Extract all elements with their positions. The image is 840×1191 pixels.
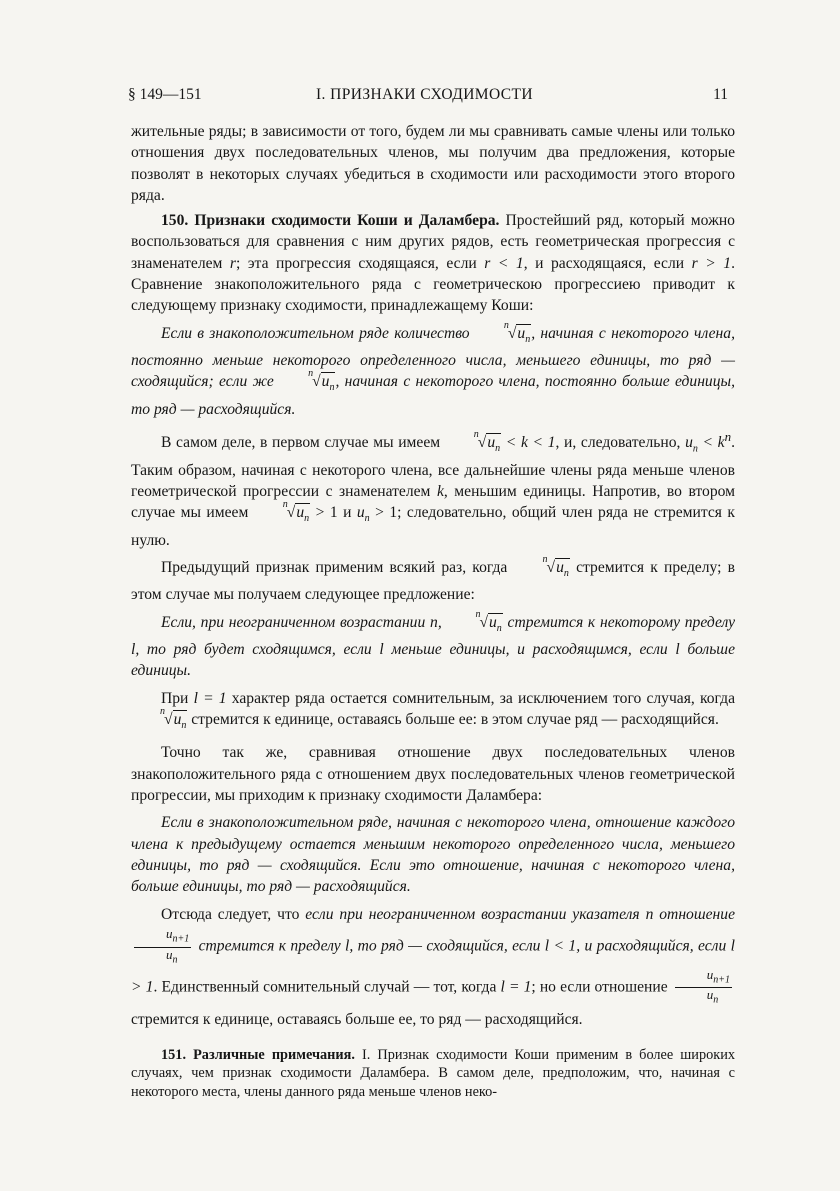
page-number: 11 bbox=[713, 86, 728, 103]
page-header bbox=[128, 86, 728, 108]
paragraph-continuation: жительные ряды; в зависимости от того, будем ли мы сравнивать самые члены или только отношения двух последовательных членов, мы получим два предложения, которые позволят в некоторых случаях убедиться в сходимости или расходимости этого второго ряда. bbox=[131, 123, 735, 204]
ratio-fraction: $\frac{u_{n+1}}{u_n}$ bbox=[134, 927, 191, 967]
nth-root-un: n $√u_n$ bbox=[503, 319, 531, 345]
chapter-title: I. ПРИЗНАКИ СХОДИМОСТИ bbox=[316, 86, 533, 103]
nth-root-un: n $√u_n$ bbox=[160, 705, 187, 732]
section-151-heading: 151. Различные примечания. bbox=[161, 1046, 355, 1063]
nth-root-un: n $√u_n$ bbox=[542, 553, 569, 580]
l-equals-one-remark: При l = 1 характер ряда остается сомнительным, за исключением того случая, когда n $√u_n$ стремится к единице, оставаясь больше ее: в этом случае ряд — расходящийся. bbox=[131, 688, 735, 737]
section-150-intro: 150. Признаки сходимости Коши и Даламбера. Простейший ряд, который можно воспользоваться для сравнения с ним других рядов, есть геометрическая прогрессия с знаменателем r; эта прогрессия сходящаяся, если r < 1, и расходящаяся, если r > 1. Сравнение знакоположительного ряда с геометрическою прогрессиею приводит к следующему признаку сходимости, принадлежащему Коши: bbox=[131, 212, 735, 315]
dalembert-consequence: Отсюда следует, что если при неограниченном возрастании указателя n отношение $\frac{u_{n+1}}{u_n}$ стремится к пределу l, то ряд — сходящийся, если l < 1, и расходящийся, если l > 1. Единственный сомнительный случай — тот, когда l = 1; но если отношение $\frac{u_{n+1}}{u_n}$ стремится к единице, оставаясь больше ее, то ряд — расходящийся. bbox=[131, 906, 736, 1028]
ratio-fraction: $\frac{u_{n+1}}{u_n}$ bbox=[675, 968, 732, 1008]
cauchy-theorem: Если в знакоположительном ряде количество n $√u_n$, начиная с некоторого члена, постоянно меньше некоторого определенного числа, меньшего единицы, то ряд — сходящийся; если же n $√u_n$, начиная с некоторого члена, постоянно больше единицы, то ряд — расходящийся. bbox=[131, 319, 735, 418]
cauchy-proof: В самом деле, в первом случае мы имеем n $√u_n < k < 1$, и, следовательно, $u_n < k^n$. Таким образом, начиная с некоторого члена, все дальнейшие члены ряда меньше членов геометрической прогрессии с знаменателем k, меньшим единицы. Напротив, во втором случае мы имеем n $√u_n > 1$ и $u_n > 1$; следовательно, общий член ряда не стремится к нулю. bbox=[131, 429, 735, 549]
section-range: § 149—151 bbox=[128, 86, 202, 103]
dalembert-intro: Точно так же, сравнивая отношение двух последовательных членов знакоположительного ряда с отношением двух последовательных членов геометрической прогрессии, мы приходим к признаку сходимости Даламбера: bbox=[131, 744, 735, 804]
nth-root-un: n $√u_n$ bbox=[308, 368, 335, 394]
nth-root-un: n $√u_n$ bbox=[473, 429, 501, 455]
section-151-intro: 151. Различные примечания. I. Признак сходимости Коши применим в более широких случаях, чем признак сходимости Даламбера. В самом деле, предположим, что, начиная с некоторого места, члены данного ряда меньше членов неко- bbox=[131, 1046, 735, 1100]
limit-remark: Предыдущий признак применим всякий раз, когда n $√u_n$ стремится к пределу; в этом случае мы получаем следующее предложение: bbox=[131, 553, 735, 604]
cauchy-limit-theorem: Если, при неограниченном возрастании n, n $√u_n$ стремится к некоторому пределу l, то ряд будет сходящимся, если l меньше единицы, и расходящимся, если l больше единицы. bbox=[131, 608, 736, 680]
nth-root-un: n $√u_n$ bbox=[475, 608, 502, 634]
page-body bbox=[131, 121, 735, 1101]
nth-root-un: n $√u_n$ bbox=[282, 499, 310, 525]
section-150-heading: 150. Признаки сходимости Коши и Даламбера. bbox=[161, 212, 500, 230]
dalembert-theorem: Если в знакоположительном ряде, начиная с некоторого члена, отношение каждого члена к предыдущему остается меньшим некоторого определенного числа, меньшего единицы, то ряд — сходящийся. Если это отношение, начиная с некоторого члена, больше единицы, то ряд — расходящийся. bbox=[131, 814, 735, 896]
